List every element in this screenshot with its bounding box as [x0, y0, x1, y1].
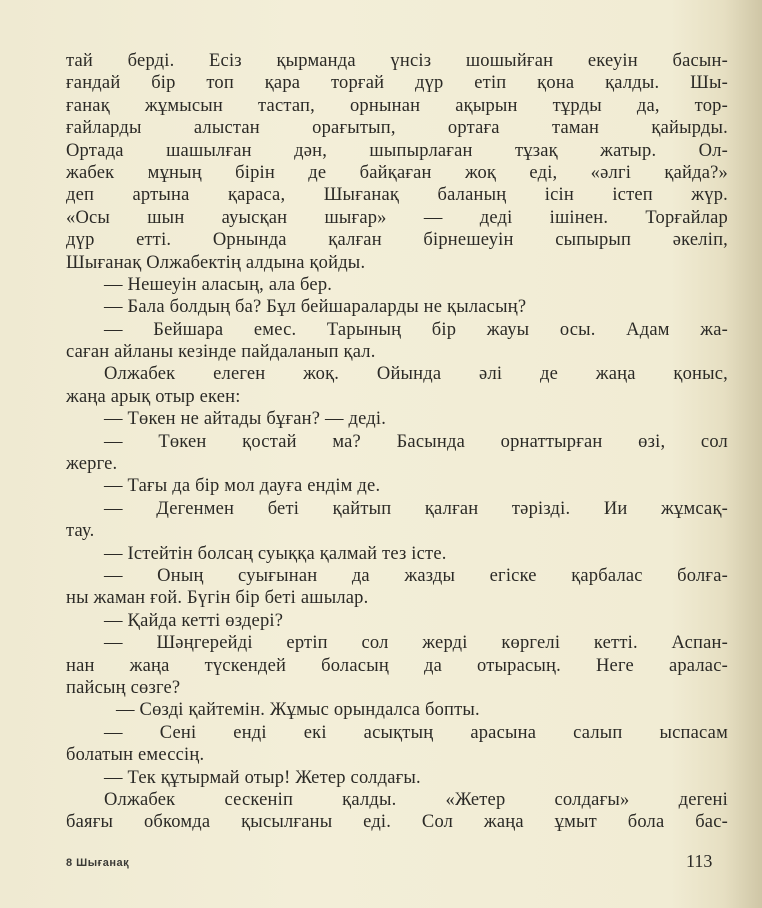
text-line: — Бейшара емес. Тарының бір жауы осы. Адам жа-	[104, 319, 728, 340]
text-line: «Осы шын ауысқан шығар» — деді ішінен. Торғайлар	[66, 207, 728, 228]
text-line: — Істейтін болсаң суыққа қалмай тез істе.	[104, 543, 447, 564]
text-line: — Төкен не айтады бұған? — деді.	[104, 409, 387, 430]
text-line: жабек мұның бірін де байқаған жоқ еді, «әлгі қайда?»	[66, 162, 728, 183]
text-line: — Сөзді қайтемін. Жұмыс орындалса бопты.	[116, 700, 480, 721]
paragraph	[66, 475, 728, 497]
text-line: нан жаңа түскендей боласың да отырасың. Неге аралас-	[66, 655, 728, 676]
text-line: тау.	[66, 521, 95, 542]
text-line: — Тек құтырмай отыр! Жетер солдағы.	[104, 767, 421, 788]
paragraph	[66, 498, 728, 543]
paragraph	[66, 789, 728, 834]
text-line: саған айланы кезінде пайдаланып қал.	[66, 342, 376, 363]
text-line: ғайларды алыстан орағытып, ортаға таман қайырды.	[66, 118, 728, 139]
text-line: — Шәңгерейді ертіп сол жерді көргелі кетті. Аспан-	[104, 633, 728, 654]
paragraph	[66, 543, 728, 565]
paragraph	[66, 274, 728, 296]
paragraph	[66, 699, 728, 721]
text-line: — Нешеуін аласың, ала бер.	[104, 274, 333, 295]
paragraph	[66, 296, 728, 318]
text-line: жерге.	[66, 454, 118, 475]
text-line: — Оның суығынан да жазды егіске қарбалас болға-	[104, 565, 728, 586]
text-line: — Бала болдың ба? Бұл бейшараларды не қыласың?	[104, 297, 527, 318]
text-line: Олжабек сескеніп қалды. «Жетер солдағы» дегені	[104, 789, 728, 810]
text-line: — Тағы да бір мол дауға ендім де.	[104, 476, 381, 497]
text-line: — Төкен қостай ма? Басында орнаттырған өзі, сол	[104, 431, 728, 452]
text-line: ғанақ жұмысын тастап, орнынан ақырын тұрды да, тор-	[66, 95, 728, 116]
text-line: пайсың сөзге?	[66, 677, 181, 698]
text-line: ғандай бір топ қара торғай дүр етіп қона қалды. Шы-	[66, 73, 728, 94]
printer-signature: 8 Шығанақ	[66, 857, 130, 869]
text-line: — Дегенмен беті қайтып қалған тәрізді. Ии жұмсақ-	[104, 498, 728, 519]
text-line: Ортада шашылған дән, шыпырлаған тұзақ жатыр. Ол-	[66, 140, 728, 161]
text-line: болатын емессің.	[66, 745, 205, 766]
text-line: ны жаман ғой. Бүгін бір беті ашылар.	[66, 588, 369, 609]
page-number: 113	[686, 851, 713, 871]
paragraph	[66, 363, 728, 408]
text-line: — Қайда кетті өздері?	[104, 610, 284, 631]
text-line: — Сені енді екі асықтың арасына салып ыспасам	[104, 722, 728, 743]
text-line: тай берді. Есіз қырманда үнсіз шошыйған екеуін басын-	[66, 51, 728, 71]
paragraph	[66, 565, 728, 610]
text-line: Шығанақ Олжабектің алдына қойды.	[66, 252, 366, 273]
paragraph	[66, 632, 728, 699]
paragraph	[66, 767, 728, 789]
paragraph	[66, 722, 728, 767]
text-line: Олжабек елеген жоқ. Ойында әлі де жаңа қоныс,	[104, 364, 728, 385]
page-body-text	[66, 50, 728, 834]
paragraph	[66, 431, 728, 476]
text-line: баяғы обкомда қысылғаны еді. Сол жаңа ұмыт бола бас-	[66, 812, 728, 833]
text-line: дүр етті. Орнында қалған бірнешеуін сыпырып әкеліп,	[66, 230, 728, 251]
paragraph	[66, 319, 728, 364]
text-line: жаңа арық отыр екен:	[66, 386, 241, 407]
paragraph	[66, 408, 728, 430]
paragraph	[66, 610, 728, 632]
text-line: деп артына қараса, Шығанақ баланың ісін істеп жүр.	[66, 185, 728, 206]
paragraph	[66, 50, 728, 274]
